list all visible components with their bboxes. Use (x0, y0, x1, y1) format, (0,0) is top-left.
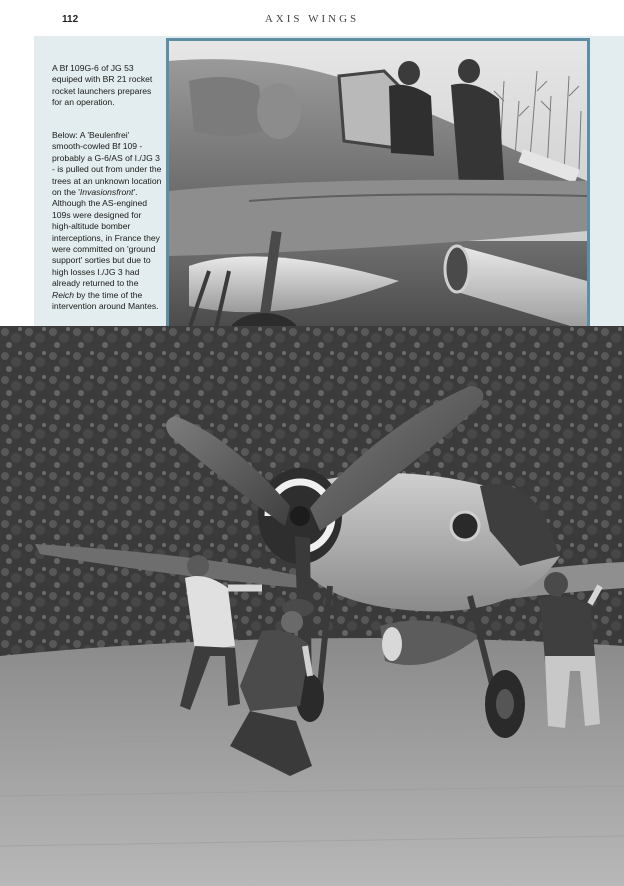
main-photo-image (0, 326, 624, 886)
caption-text: Below: A 'Beulenfrei' smooth-cowled Bf 109 - probably a G-6/AS of I./JG 3 - is pulled out from under the trees at an unknown location on the ' (52, 130, 162, 198)
caption-top-photo: A Bf 109G-6 of JG 53 equiped with BR 21 rocket rocket launchers prepares for an operation. (52, 63, 153, 108)
inset-photo-image (169, 41, 587, 359)
caption-italic-term: Invasionsfront (79, 187, 134, 198)
page-number: 112 (62, 14, 79, 25)
caption-text: by the time of the intervention around Mantes. (52, 289, 159, 312)
caption-text: '. Although the AS-engined 109s were designed for high-altitude bomber interceptions, in France they were committed on 'ground support' sorties but due to high losses I./JG 3 had already returned to the (52, 187, 160, 289)
caption-main-photo (52, 130, 162, 313)
running-title: AXIS WINGS (264, 13, 360, 25)
main-photograph (0, 326, 624, 886)
caption-italic-term: Reich (52, 289, 74, 300)
inset-photograph (166, 38, 590, 362)
